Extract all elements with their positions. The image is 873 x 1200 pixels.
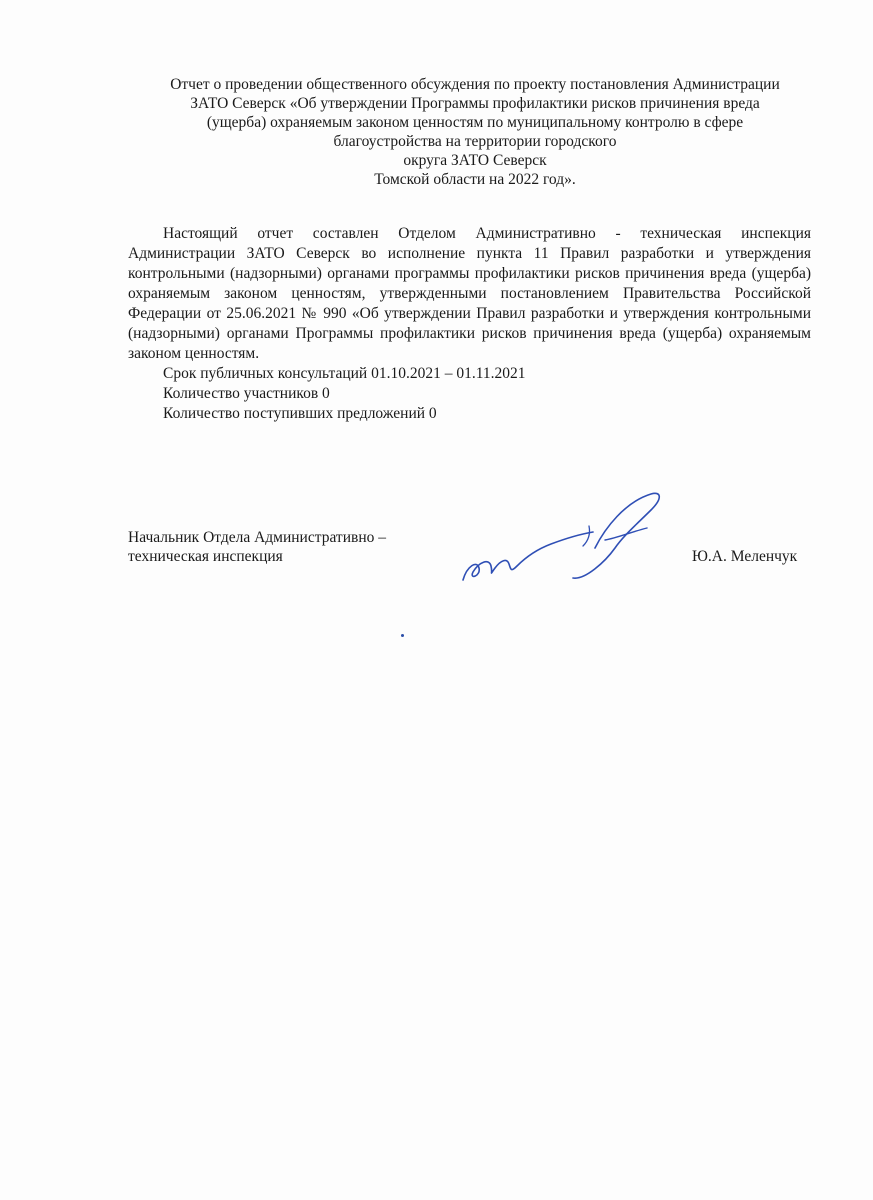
participants-count: Количество участников 0: [163, 385, 330, 402]
document-body: [128, 224, 811, 424]
proposals-count: Количество поступивших предложений 0: [163, 405, 437, 422]
position-line: техническая инспекция: [128, 548, 283, 565]
title-line: Отчет о проведении общественного обсуждения по проекту постановления Администрации: [170, 76, 780, 93]
report-paragraph: Настоящий отчет составлен Отделом Административно - техническая инспекция Администрации ЗАТО Северск во исполнение пункта 11 Правил разработки и утверждения контрольными (надзорными) органами программы профилактики рисков причинения вреда (ущерба) охраняемым законом ценностям, утвержденными постановлением Правительства Российской Федерации от 25.06.2021 № 990 «Об утверждении Правил разработки и утверждения контрольными (надзорными) органами Программы профилактики рисков причинения вреда (ущерба) охраняемым законом ценностям.: [128, 225, 811, 362]
title-line: Томской области на 2022 год».: [374, 171, 576, 188]
title-line: (ущерба) охраняемым законом ценностям по муниципальному контролю в сфере: [206, 114, 744, 131]
document-title: [120, 75, 830, 189]
title-line: благоустройства на территории городского: [333, 133, 617, 150]
consultation-period: Срок публичных консультаций 01.10.2021 – 01.11.2021: [163, 365, 526, 382]
signatory-name: Ю.А. Меленчук: [692, 548, 798, 565]
title-line: округа ЗАТО Северск: [403, 152, 547, 169]
ink-speck: [401, 634, 404, 637]
title-line: ЗАТО Северск «Об утверждении Программы профилактики рисков причинения вреда: [190, 95, 760, 112]
position-line: Начальник Отдела Административно –: [128, 529, 386, 546]
signatory-position: [128, 528, 428, 566]
handwritten-signature: [455, 488, 675, 593]
